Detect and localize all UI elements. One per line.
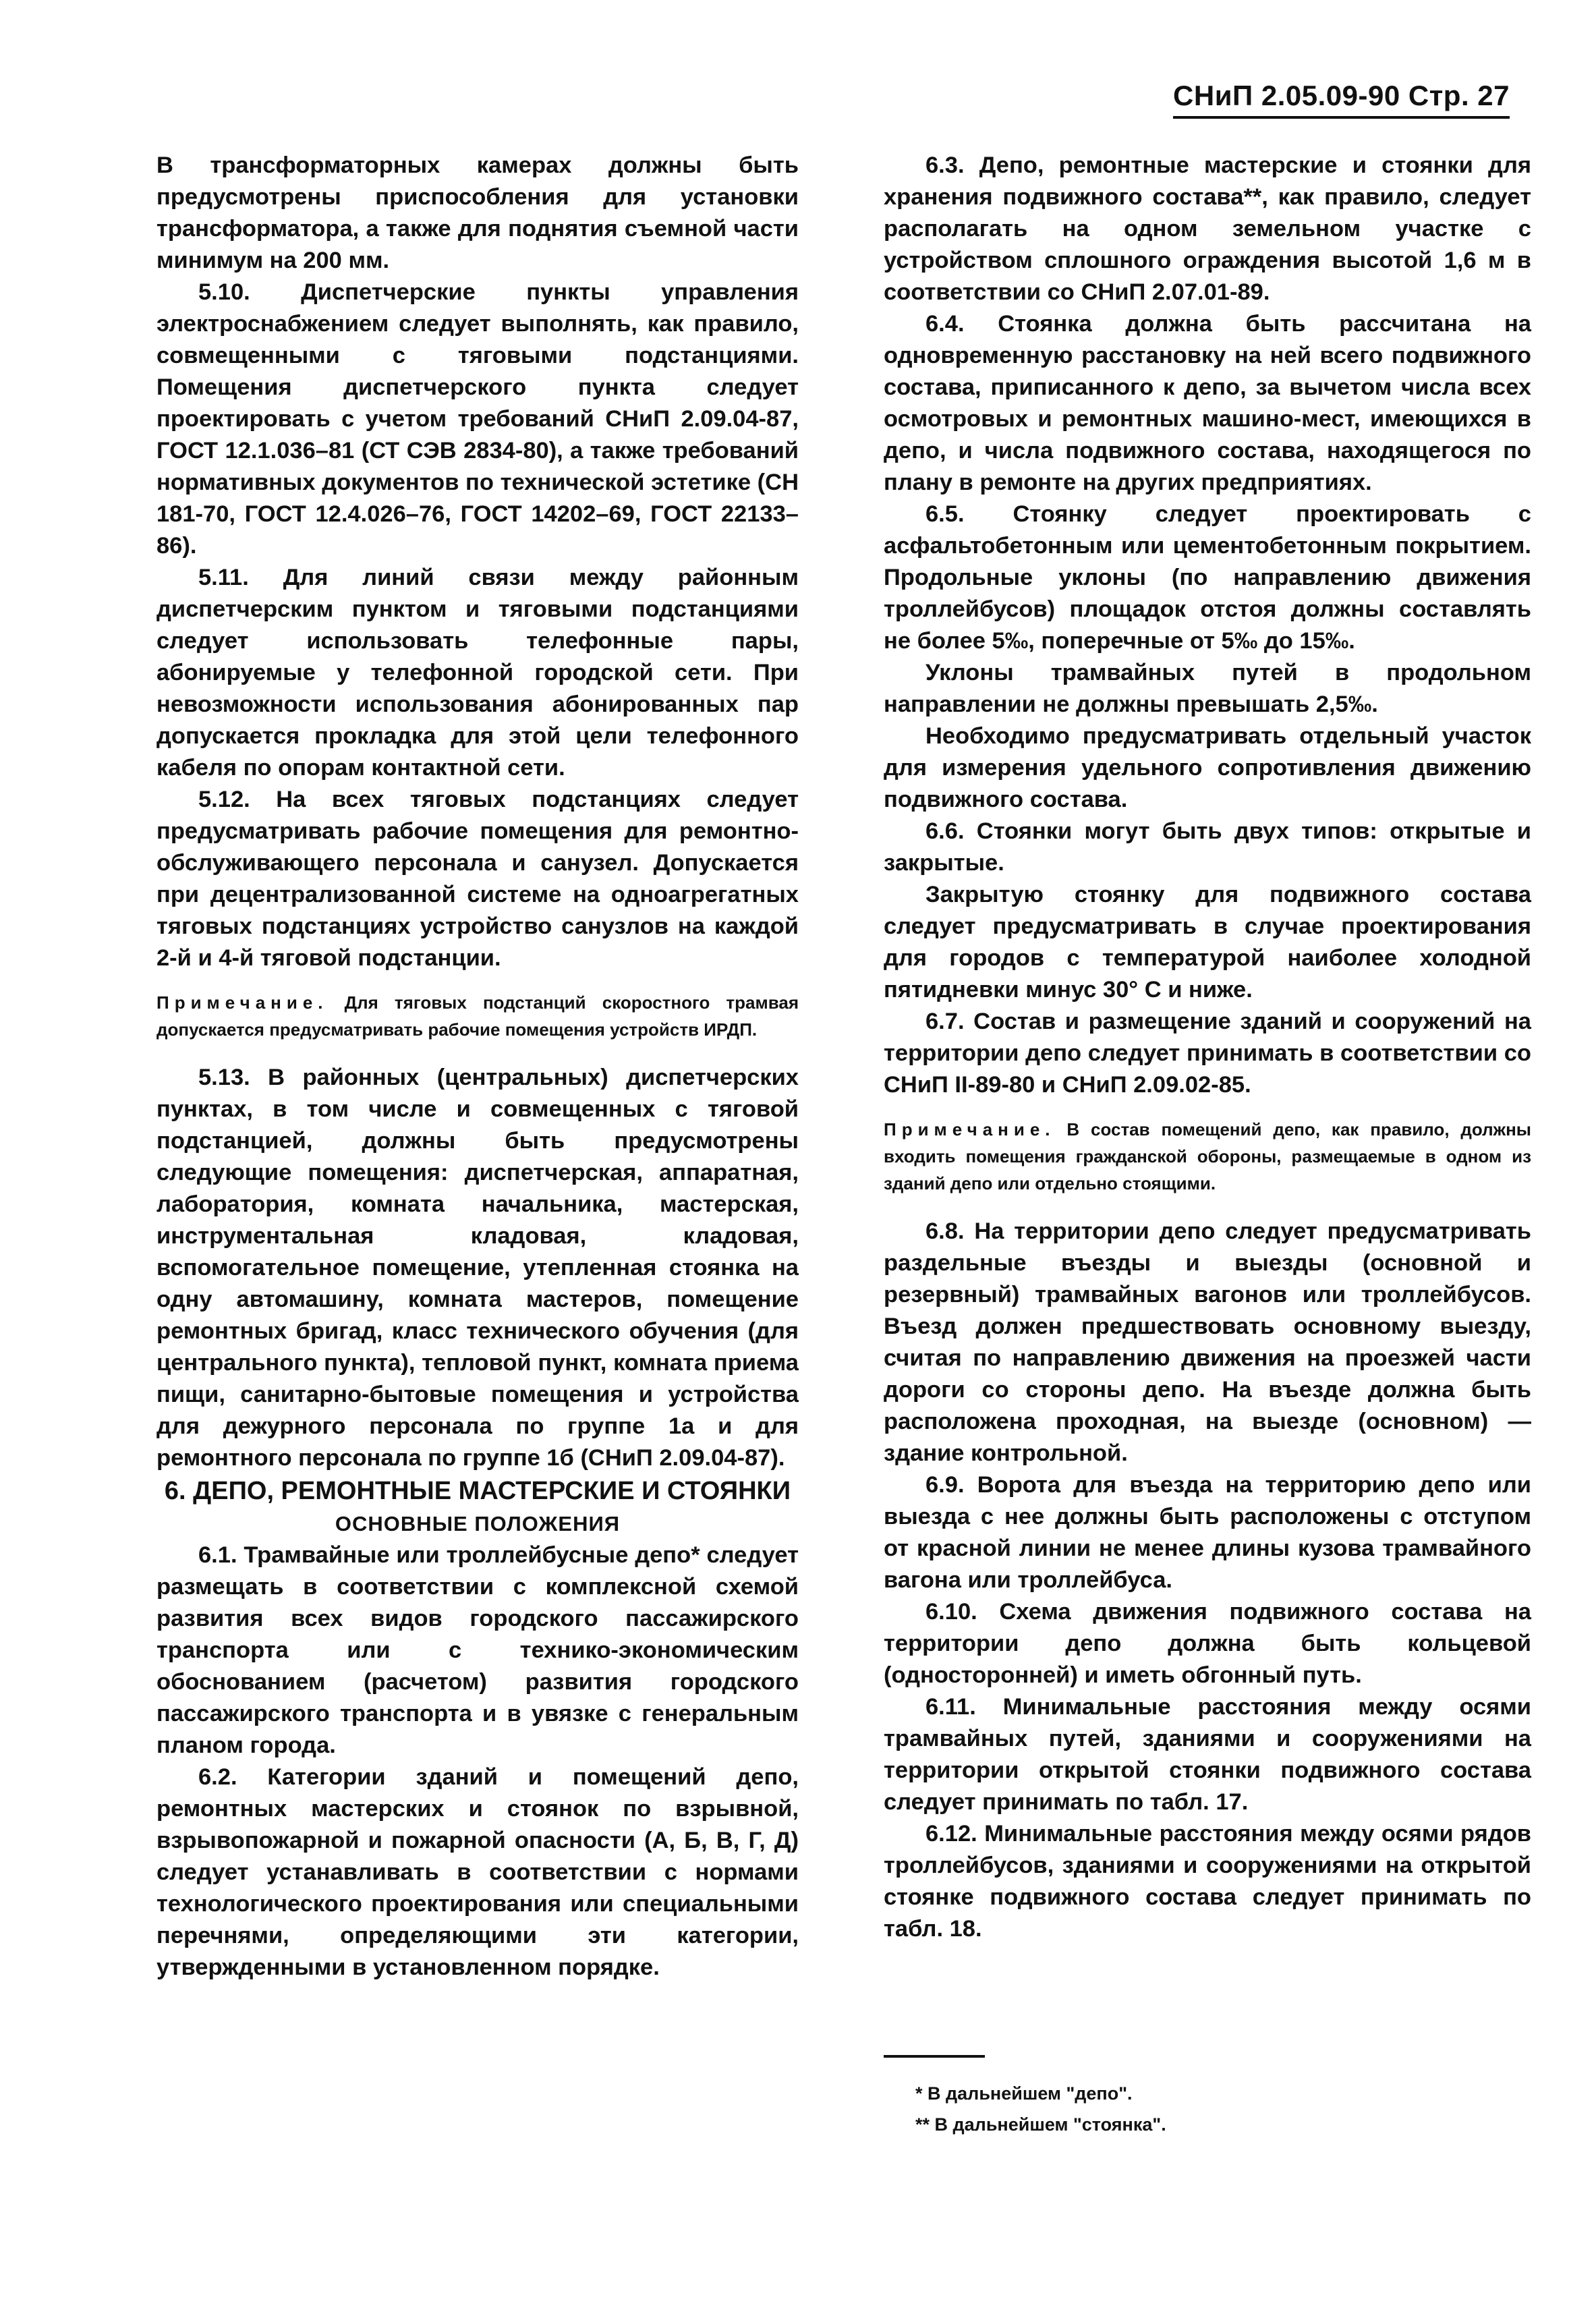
note-2	[884, 1116, 1531, 1197]
clause-number: 5.12.	[198, 787, 250, 812]
clause-number: 6.12.	[925, 1821, 977, 1847]
paragraph-6-5	[884, 499, 1531, 657]
note-text: Для тяговых подстанций скоростного трамвая допускается предусматривать рабочие помещения устройств ИРДП.	[156, 992, 799, 1040]
footnote-parking: ** В дальнейшем "стоянка".	[915, 2114, 1166, 2135]
clause-text: На всех тяговых подстанциях следует предусматривать рабочие помещения для ремонтно-обслуживающего персонала и санузел. Допускается при децентрализованной системе на одноагрегатных тяговых подстанциях устройство санузлов на каждой 2-й и 4-й тяговой подстанции.	[156, 787, 799, 971]
clause-text: Состав и размещение зданий и сооружений на территории депо следует принимать в соответствии со СНиП II-89-80 и СНиП 2.09.02-85.	[884, 1009, 1531, 1098]
paragraph-6-3	[884, 150, 1531, 308]
clause-number: 6.6.	[925, 818, 965, 844]
note-text: В состав помещений депо, как правило, должны входить помещения гражданской обороны, размещаемые в одном из зданий депо или отдельно стоящими.	[884, 1119, 1531, 1193]
note-label: Примечание.	[884, 1119, 1056, 1139]
clause-number: 5.10.	[198, 279, 250, 305]
paragraph-intro: В трансформаторных камерах должны быть предусмотрены приспособления для установки трансформатора, а также для поднятия съемной части минимум на 200 мм.	[156, 152, 799, 273]
paragraph-5-10	[156, 277, 799, 562]
paragraph-6-2	[156, 1762, 799, 1983]
paragraph-6-6-closed: Закрытую стоянку для подвижного состава следует предусматривать в случае проектирования для городов с температурой наиболее холодной пятидневки минус 30° С и ниже.	[884, 882, 1531, 1003]
right-column	[884, 150, 1531, 1945]
clause-text: Стоянки могут быть двух типов: открытые и закрытые.	[884, 818, 1531, 876]
clause-text: Минимальные расстояния между осями рядов троллейбусов, зданиями и сооружениями на открытой стоянке подвижного состава следует принимать по табл. 18.	[884, 1821, 1531, 1942]
clause-number: 6.5.	[925, 501, 965, 527]
clause-text: Ворота для въезда на территорию депо или выезда с нее должны быть расположены с отступом от красной линии не менее длины кузова трамвайного вагона или троллейбуса.	[884, 1472, 1531, 1593]
clause-text: Диспетчерские пункты управления электроснабжением следует выполнять, как правило, совмещенными с тяговыми подстанциями. Помещения диспетчерского пункта следует проектировать с учетом требований СНиП 2.09.04-87, ГОСТ 12.1.036–81 (СТ СЭВ 2834-80), а также требований нормативных документов по технической эстетике (СН 181-70, ГОСТ 12.4.026–76, ГОСТ 14202–69, ГОСТ 22133–86).	[156, 279, 799, 559]
clause-text: Минимальные расстояния между осями трамвайных путей, зданиями и сооружениями на территории открытой стоянки подвижного состава следует принимать по табл. 17.	[884, 1694, 1531, 1815]
left-column	[156, 150, 799, 1983]
clause-text: Стоянку следует проектировать с асфальтобетонным или цементобетонным покрытием. Продольные уклоны (по направлению движения троллейбусов) площадок отстоя должны составлять не более 5‰, поперечные от 5‰ до 15‰.	[884, 501, 1531, 654]
page-header: СНиП 2.05.09-90 Стр. 27	[1173, 80, 1510, 119]
clause-number: 6.10.	[925, 1599, 977, 1625]
paragraph-6-1	[156, 1540, 799, 1762]
paragraph-6-5-slopes: Уклоны трамвайных путей в продольном направлении не должны превышать 2,5‰.	[884, 660, 1531, 717]
clause-number: 6.8.	[925, 1218, 965, 1244]
clause-number: 6.11.	[925, 1694, 976, 1720]
paragraph-6-9	[884, 1469, 1531, 1596]
clause-number: 6.4.	[925, 311, 965, 337]
clause-text: Депо, ремонтные мастерские и стоянки для хранения подвижного состава**, как правило, следует располагать на одном земельном участке с устройством сплошного ограждения высотой 1,6 м в соответствии со СНиП 2.07.01-89.	[884, 152, 1531, 305]
paragraph-6-4	[884, 308, 1531, 499]
clause-number: 6.3.	[925, 152, 965, 178]
footnotes	[915, 2078, 1166, 2140]
clause-text: На территории депо следует предусматривать раздельные въезды и выезды (основной и резервный) трамвайных вагонов или троллейбусов. Въезд должен предшествовать основному выезду, считая по направлению движения на проезжей части дороги со стороны депо. На въезде должна быть расположена проходная, на выезде (основном) — здание контрольной.	[884, 1218, 1531, 1466]
clause-number: 6.2.	[198, 1764, 237, 1790]
paragraph-5-13	[156, 1062, 799, 1474]
clause-number: 6.7.	[925, 1009, 965, 1034]
clause-text: Стоянка должна быть рассчитана на одновременную расстановку на ней всего подвижного состава, приписанного к депо, за вычетом числа всех осмотровых и ремонтных машино-мест, имеющихся в депо, и числа подвижного состава, находящегося по плану в ремонте на других предприятиях.	[884, 311, 1531, 495]
paragraph-6-10	[884, 1596, 1531, 1691]
footnote-divider	[884, 2055, 985, 2058]
subsection-title: ОСНОВНЫЕ ПОЛОЖЕНИЯ	[335, 1512, 621, 1536]
paragraph-5-12	[156, 784, 799, 974]
paragraph-6-12	[884, 1818, 1531, 1945]
note-label: Примечание.	[156, 992, 329, 1013]
paragraph-5-11	[156, 562, 799, 784]
paragraph-6-5-resistance: Необходимо предусматривать отдельный участок для измерения удельного сопротивления движению подвижного состава.	[884, 723, 1531, 812]
note-1	[156, 989, 799, 1043]
clause-number: 5.13.	[198, 1065, 250, 1090]
clause-text: Категории зданий и помещений депо, ремонтных мастерских и стоянок по взрывной, взрывопожарной и пожарной опасности (А, Б, В, Г, Д) следует устанавливать в соответствии с нормами технологического проектирования или специальными перечнями, определяющими эти категории, утвержденными в установленном порядке.	[156, 1764, 799, 1980]
paragraph-6-7	[884, 1006, 1531, 1101]
section-title: 6. ДЕПО, РЕМОНТНЫЕ МАСТЕРСКИЕ И СТОЯНКИ	[164, 1477, 791, 1505]
paragraph-6-8	[884, 1216, 1531, 1469]
clause-number: 6.9.	[925, 1472, 965, 1498]
clause-number: 5.11.	[198, 565, 249, 590]
paragraph-6-11	[884, 1691, 1531, 1818]
clause-number: 6.1.	[198, 1542, 237, 1568]
clause-text: Схема движения подвижного состава на территории депо должна быть кольцевой (односторонней) и иметь обгонный путь.	[884, 1599, 1531, 1688]
paragraph-6-6	[884, 816, 1531, 879]
clause-text: Трамвайные или троллейбусные депо* следует размещать в соответствии с комплексной схемой развития всех видов городского пассажирского транспорта или с технико-экономическим обоснованием (расчетом) развития городского пассажирского транспорта и в увязке с генеральным планом города.	[156, 1542, 799, 1758]
clause-text: В районных (центральных) диспетчерских пунктах, в том числе и совмещенных с тяговой подстанцией, должны быть предусмотрены следующие помещения: диспетчерская, аппаратная, лаборатория, комната начальника, мастерская, инструментальная кладовая, кладовая, вспомогательное помещение, утепленная стоянка на одну автомашину, комната мастеров, помещение ремонтных бригад, класс технического обучения (для центрального пункта), тепловой пункт, комната приема пищи, санитарно-бытовые помещения и устройства для дежурного персонала по группе 1а и для ремонтного персонала по группе 1б (СНиП 2.09.04-87).	[156, 1065, 799, 1471]
footnote-depot: * В дальнейшем "депо".	[915, 2083, 1133, 2104]
clause-text: Для линий связи между районным диспетчерским пунктом и тяговыми подстанциями следует использовать телефонные пары, абонируемые у телефонной городской сети. При невозможности использования абонированных пар допускается прокладка для этой цели телефонного кабеля по опорам контактной сети.	[156, 565, 799, 781]
